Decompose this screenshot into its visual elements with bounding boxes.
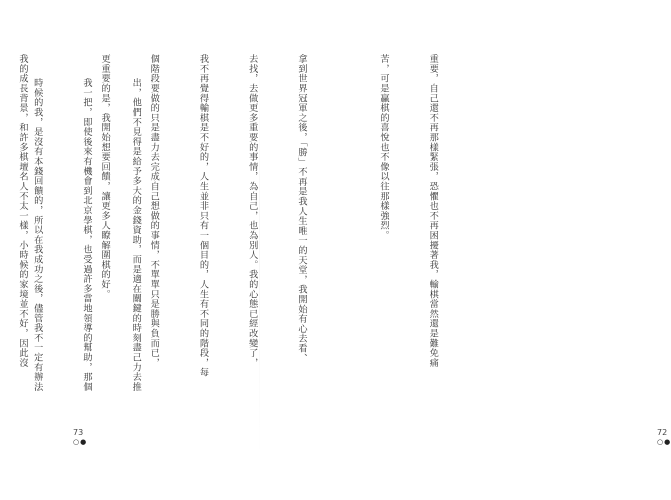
left-page-folio (73, 428, 87, 446)
text-line: 出，他們不見得是給予多大的金錢資助，而是適在關鍵的時刻盡己力去推 (130, 78, 142, 392)
text-line: 重要，自己還不再那樣緊張，恐懼也不再困擾著我，輸棋當然還是難免痛 (427, 54, 439, 368)
text-line: 拿到世界冠軍之後，「勝」不再是我人生唯一的天堂，我開始有心去看、 (295, 54, 307, 363)
right-page-folio (657, 428, 671, 446)
page-marks: ○● (657, 438, 671, 446)
text-line: 我一把，即使後來有機會到北京學棋，也受過許多當地領導的幫助，那個 (80, 78, 92, 392)
right-page-text (0, 54, 473, 392)
page-number: 72 (657, 428, 668, 437)
text-line: 個階段要做的只是盡力去完成自己想做的事情，不單單只是勝與負而已， (148, 54, 160, 368)
text-line: 我的成長背景，和許多棋壇名人不太一樣，小時候的家境並不好，因此沒 (17, 54, 29, 368)
text-line: 苦，可是贏棋的喜悅也不像以往那樣強烈。 (377, 54, 389, 241)
page-marks: ○● (73, 438, 88, 446)
text-line: 時候的我，是沒有本錢回饋的，所以在我成功之後，儘管我不一定有辦法 (31, 78, 43, 392)
text-line: 我不再覺得輸棋是不好的，人生並非只有一個目的，人生有不同的階段，每 (197, 54, 209, 378)
page-number: 73 (73, 428, 84, 437)
text-line: 更重要的是，我開始想要回饋，讓更多人瞭解圍棋的好。 (99, 54, 111, 299)
text-line: 去找，去做更多重要的事情，為自己，也為別人。我的心態已經改變了， (246, 54, 258, 368)
